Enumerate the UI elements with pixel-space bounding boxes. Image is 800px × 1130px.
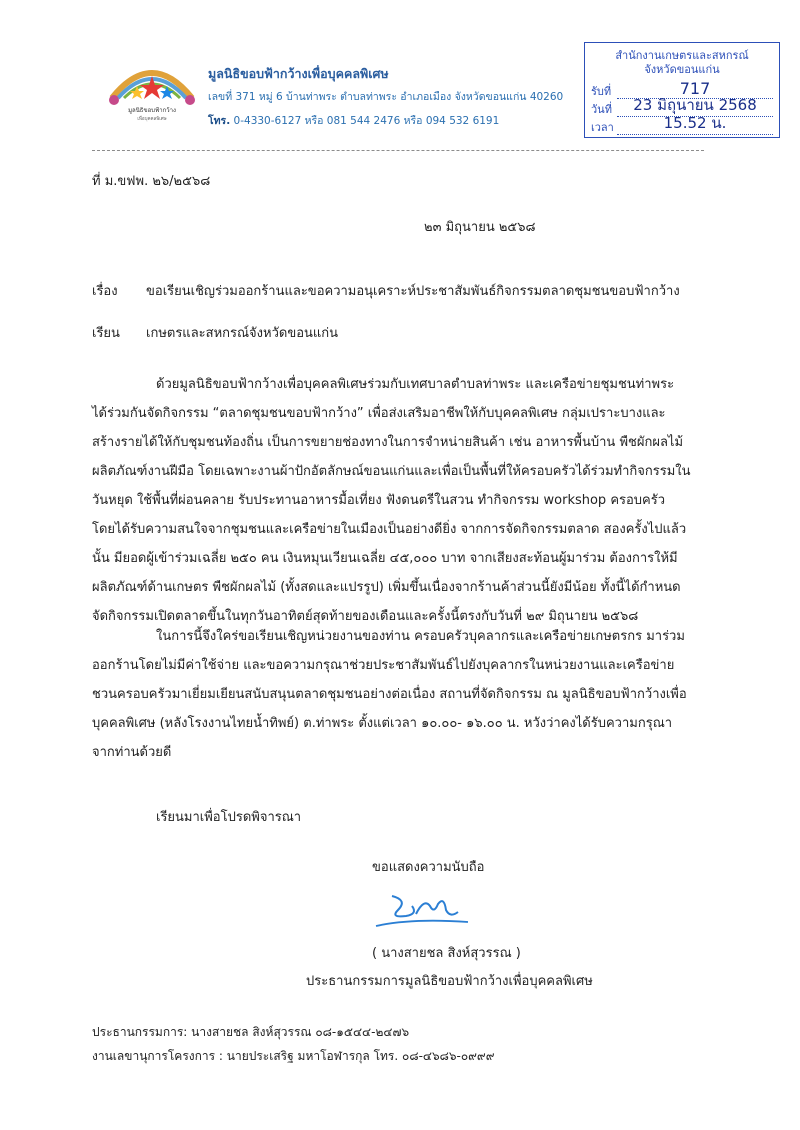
para2-line: ในการนี้จึงใคร่ขอเรียนเชิญหน่วยงานของท่าน ครอบครัวบุคลากรและเครือข่ายเกษตรกร มาร่วม <box>156 629 685 644</box>
org-header <box>208 62 578 133</box>
signer-position: ประธานกรรมการมูลนิธิขอบฟ้ากว้างเพื่อบุคคลพิเศษ <box>306 974 593 989</box>
footer-secretary-contact: งานเลขานุการโครงการ : นายประเสริฐ มหาโอฬารกุล โทร. ๐๘-๔๖๘๖-๐๙๙๙ <box>92 1049 495 1063</box>
svg-text:มูลนิธิขอบฟ้ากว้าง: มูลนิธิขอบฟ้ากว้าง <box>128 107 176 114</box>
stamp-received-label: รับที่ <box>591 85 612 98</box>
para2-line: จากท่านด้วยดี <box>92 745 172 760</box>
org-address: เลขที่ 371 หมู่ 6 บ้านท่าพระ ตำบลท่าพระ อำเภอเมือง จังหวัดขอนแก่น 40260 <box>208 91 564 103</box>
para1-line: ผลิตภัณฑ์งานฝีมือ โดยเฉพาะงานผ้าปักอัตลักษณ์ขอนแก่นและเพื่อเป็นพื้นที่ให้ครอบครัวได้ร่วมทำกิจกรรมใน <box>92 464 691 479</box>
svg-text:เพื่อบุคคลพิเศษ: เพื่อบุคคลพิเศษ <box>137 117 167 122</box>
para1-line: วันหยุด ใช้พื้นที่ผ่อนคลาย รับประทานอาหารมื้อเที่ยง ฟังดนตรีในสวน ทำกิจกรรม workshop ครอบครัว <box>92 493 666 508</box>
signer-name: ( นางสายชล สิงห์สุวรรณ ) <box>372 946 521 961</box>
para1-line: นั้น มียอดผู้เข้าร่วมเฉลี่ย ๒๕๐ คน เงินหมุนเวียนเฉลี่ย ๔๕,๐๐๐ บาท จากเสียงสะท้อนผู้มาร่วม ต้องการให้มี <box>92 551 678 566</box>
subject-text: ขอเรียนเชิญร่วมออกร้านและขอความอนุเคราะห์ประชาสัมพันธ์กิจกรรมตลาดชุมชนขอบฟ้ากว้าง <box>146 284 680 299</box>
subject-label: เรื่อง <box>92 284 118 299</box>
stamp-office-line2: จังหวัดขอนแก่น <box>644 63 720 76</box>
tel-numbers: 0-4330-6127 หรือ 081 544 2476 หรือ 094 532 6191 <box>233 115 500 127</box>
para1-line: ด้วยมูลนิธิขอบฟ้ากว้างเพื่อบุคคลพิเศษร่วมกับเทศบาลตำบลท่าพระ และเครือข่ายชุมชนท่าพระ <box>156 377 675 392</box>
foundation-logo-icon <box>104 58 200 124</box>
stamp-time-value: 15.52 น. <box>663 114 727 132</box>
org-name-line <box>208 64 578 85</box>
para1-line: จัดกิจกรรมเปิดตลาดขึ้นในทุกวันอาทิตย์สุดท้ายของเดือนและครั้งนี้ตรงกับวันที่ ๒๙ มิถุนายน ๒๕๖๘ <box>92 609 639 624</box>
para2-line: บุคคลพิเศษ (หลังโรงงานไทยน้ำทิพย์) ต.ท่าพระ ตั้งแต่เวลา ๑๐.๐๐- ๑๖.๐๐ น. หวังว่าคงได้รับความกรุณา <box>92 716 673 731</box>
para1-line: โดยได้รับความสนใจจากชุมชนและเครือข่ายในเมืองเป็นอย่างดียิ่ง จากการจัดกิจกรรมตลาด สองครั้งไปแล้ว <box>92 522 687 537</box>
para2-line: ชวนครอบครัวมาเยี่ยมเยียนสนับสนุนตลาดชุมชนอย่างต่อเนื่อง สถานที่จัดกิจกรรม ณ มูลนิธิขอบฟ้ากว้างเพื่อ <box>92 687 687 702</box>
org-name-suffix: เพื่อบุคคลพิเศษ <box>307 66 389 81</box>
received-stamp <box>584 42 780 138</box>
body-paragraph-2 <box>92 622 710 767</box>
para1-line: ได้ร่วมกันจัดกิจกรรม “ตลาดชุมชนขอบฟ้ากว้าง” เพื่อส่งเสริมอาชีพให้กับบุคคลพิเศษ กลุ่มเปราะบางและ <box>92 406 666 421</box>
para1-line: สร้างรายได้ให้กับชุมชนท้องถิ่น เป็นการขยายช่องทางในการจำหน่ายสินค้า เช่น อาหารพื้นบ้าน พืชผักผลไม้ <box>92 435 684 450</box>
to-text: เกษตรและสหกรณ์จังหวัดขอนแก่น <box>146 326 339 341</box>
stamp-time-label: เวลา <box>591 121 614 134</box>
closing-text: เรียนมาเพื่อโปรดพิจารณา <box>156 810 302 825</box>
para1-line: ผลิตภัณฑ์ด้านเกษตร พืชผักผลไม้ (ทั้งสดและแปรรูป) เพิ่มขึ้นเนื่องจากร้านค้าส่วนนี้ยังมีน้อย ทั้งนี้ได้กำหนด <box>92 580 681 595</box>
header-divider <box>92 150 704 151</box>
org-phone-line <box>208 109 578 133</box>
tel-label: โทร. <box>208 115 231 127</box>
document-date: ๒๓ มิถุนายน ๒๕๖๘ <box>424 220 536 235</box>
org-name: มูลนิธิขอบฟ้ากว้าง <box>208 66 308 81</box>
signature-icon <box>372 888 492 938</box>
stamp-office-line1: สำนักงานเกษตรและสหกรณ์ <box>615 49 749 62</box>
regards-text: ขอแสดงความนับถือ <box>372 860 485 875</box>
para2-line: ออกร้านโดยไม่มีค่าใช้จ่าย และขอความกรุณาช่วยประชาสัมพันธ์ไปยังบุคลากรในหน่วยงานและเครือข่าย <box>92 658 675 673</box>
document-ref: ที่ ม.ขฟพ. ๒๖/๒๕๖๘ <box>92 174 211 189</box>
stamp-date-value: 23 มิถุนายน 2568 <box>633 96 757 114</box>
to-label: เรียน <box>92 326 120 341</box>
stamp-received-value: 717 <box>679 79 711 98</box>
stamp-date-label: วันที่ <box>591 103 612 116</box>
stamp-time-row <box>589 114 773 136</box>
footer-chair-contact: ประธานกรรมการ: นางสายชล สิงห์สุวรรณ ๐๘-๑๕๔๔-๒๔๗๖ <box>92 1025 410 1039</box>
body-paragraph-1 <box>92 370 710 631</box>
